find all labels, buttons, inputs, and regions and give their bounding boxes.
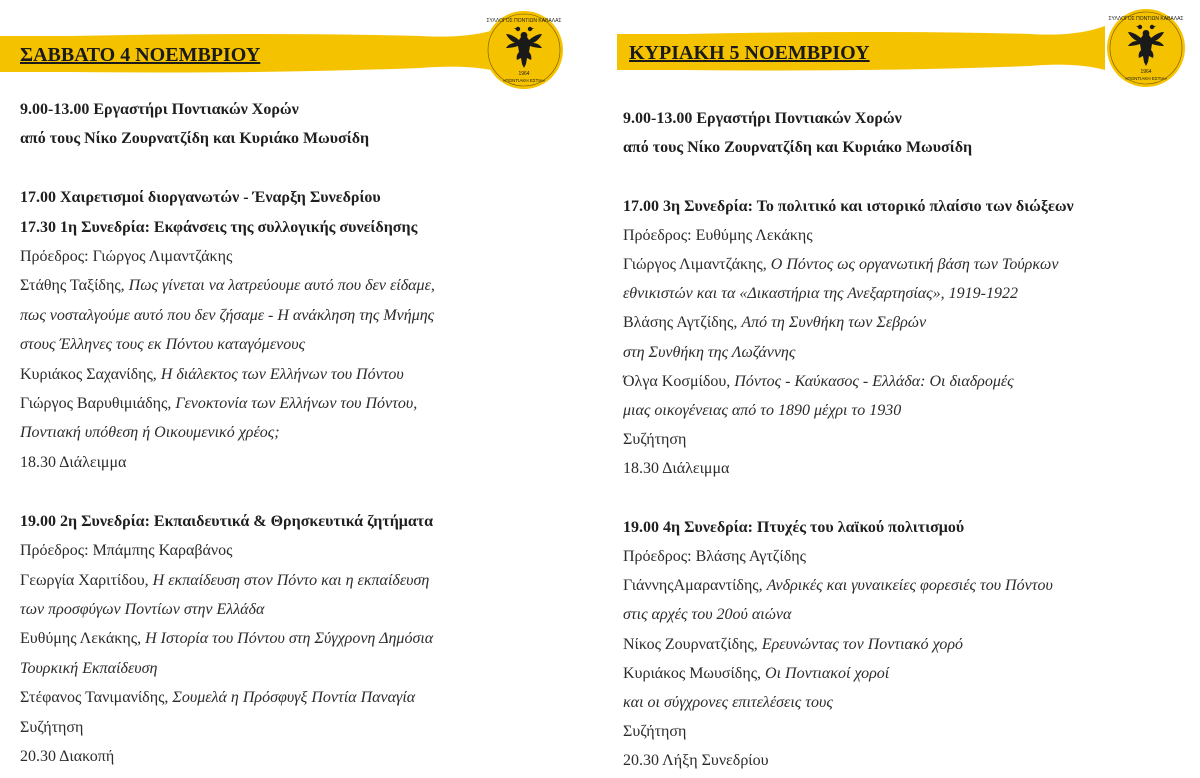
session-heading: 17.30 1η Συνεδρία: Εκφάνσεις της συλλογικής συνείδησης xyxy=(20,218,418,236)
day-column-sunday xyxy=(605,0,1200,778)
schedule-line xyxy=(623,571,1200,600)
schedule-line: Συζήτηση xyxy=(623,723,687,741)
talk-title: Πως γίνεται να λατρεύουμε αυτό που δεν είδαμε, xyxy=(128,277,435,295)
session-heading: 19.00 4η Συνεδρία: Πτυχές του λαϊκού πολιτισμού xyxy=(623,518,965,536)
talk-title: Πόντος - Καύκασος - Ελλάδα: Οι διαδρομές xyxy=(734,372,1014,390)
schedule-line xyxy=(20,624,590,653)
talk-title: Σουμελά η Πρόσφυγξ Ποντία Παναγία xyxy=(172,689,416,707)
schedule-line: Πρόεδρος: Μπάμπης Καραβάνος xyxy=(20,542,233,560)
speaker-name: Γιώργος Λιμαντζάκης, xyxy=(623,256,771,274)
speaker-name: ΓιάννηςΑμαραντίδης, xyxy=(623,577,767,595)
talk-title: στις αρχές του 20ού αιώνα xyxy=(623,606,792,624)
block-spacer xyxy=(623,162,1200,191)
day-title: ΚΥΡΙΑΚΗ 5 ΝΟΕΜΒΡΙΟΥ xyxy=(629,42,870,64)
talk-title: Η εκπαίδευση στον Πόντο και η εκπαίδευση xyxy=(152,571,430,589)
speaker-name: Όλγα Κοσμίδου, xyxy=(623,372,735,390)
talk-title: Οι Ποντιακοί χοροί xyxy=(765,664,890,682)
schedule-line xyxy=(20,654,590,683)
block-spacer xyxy=(20,477,590,506)
speaker-name: Γιώργος Βαρυθιμιάδης, xyxy=(20,395,176,413)
logo-bottom-text: «ΠΟΝΤΙΑΚΗ ΕΣΤΙΑ» xyxy=(502,78,546,83)
speaker-name: Κυριάκος Μωυσίδης, xyxy=(623,664,766,682)
schedule-line xyxy=(20,566,590,595)
day-banner xyxy=(0,6,590,96)
talk-title: Ανδρικές και γυναικείες φορεσιές του Πόντου xyxy=(766,577,1053,595)
schedule-line xyxy=(20,418,590,447)
schedule-line xyxy=(623,396,1200,425)
day-title: ΣΑΒΒΑΤΟ 4 ΝΟΕΜΒΡΙΟΥ xyxy=(20,44,261,66)
logo-bottom-text: «ΠΟΝΤΙΑΚΗ ΕΣΤΙΑ» xyxy=(1124,76,1168,81)
block-spacer xyxy=(20,154,590,183)
schedule-line xyxy=(20,683,590,712)
talk-title: εθνικιστών και τα «Δικαστήρια της Ανεξαρτησίας», 1919-1922 xyxy=(623,285,1018,303)
block-spacer xyxy=(623,484,1200,513)
schedule-line xyxy=(20,271,590,300)
schedule-line: 20.30 Λήξη Συνεδρίου xyxy=(623,752,769,770)
schedule-line: Συζήτηση xyxy=(20,718,84,736)
session-heading: 9.00-13.00 Εργαστήρι Ποντιακών Χορών xyxy=(20,101,299,118)
session-heading: 19.00 2η Συνεδρία: Εκπαιδευτικά & Θρησκευτικά ζητήματα xyxy=(20,512,434,530)
program-schedule xyxy=(623,104,1200,776)
session-heading: 17.00 3η Συνεδρία: Το πολιτικό και ιστορικό πλαίσιο των διώξεων xyxy=(623,197,1074,215)
speaker-name: Ευθύμης Λεκάκης, xyxy=(20,630,146,648)
speaker-name: Νίκος Ζουρνατζίδης, xyxy=(623,635,762,653)
schedule-line xyxy=(20,330,590,359)
talk-title: Τουρκική Εκπαίδευση xyxy=(20,659,158,677)
talk-title: Ερευνώντας τον Ποντιακό χορό xyxy=(761,635,964,653)
club-logo-icon xyxy=(1106,8,1186,88)
speaker-name: Γεωργία Χαριτίδου, xyxy=(20,571,153,589)
talk-title: μιας οικογένειας από το 1890 μέχρι το 1930 xyxy=(623,402,902,420)
talk-title: Από τη Συνθήκη των Σεβρών xyxy=(741,314,927,332)
schedule-line xyxy=(623,338,1200,367)
talk-title: Η Ιστορία του Πόντου στη Σύγχρονη Δημόσια xyxy=(145,630,434,648)
talk-title: των προσφύγων Ποντίων στην Ελλάδα xyxy=(20,600,265,618)
schedule-line xyxy=(623,279,1200,308)
schedule-line xyxy=(20,389,590,418)
logo-top-text: ΣΥΛΛΟΓΟΣ ΠΟΝΤΙΩΝ ΚΑΒΑΛΑΣ xyxy=(1108,16,1184,22)
schedule-line xyxy=(623,367,1200,396)
schedule-line: Πρόεδρος: Ευθύμης Λεκάκης xyxy=(623,226,813,244)
talk-title: Ο Πόντος ως οργανωτική βάση των Τούρκων xyxy=(770,256,1059,274)
talk-title: Η διάλεκτος των Ελλήνων του Πόντου xyxy=(160,365,404,383)
schedule-line xyxy=(623,308,1200,337)
speaker-name: Στάθης Ταξίδης, xyxy=(20,277,129,295)
schedule-line: 18.30 Διάλειμμα xyxy=(623,460,730,478)
schedule-line: 18.30 Διάλειμμα xyxy=(20,453,127,471)
talk-title: πως νοσταλγούμε αυτό που δεν ζήσαμε - Η ανάκληση της Μνήμης xyxy=(20,306,435,324)
schedule-line xyxy=(623,600,1200,629)
talk-title: στη Συνθήκη της Λωζάννης xyxy=(623,343,796,361)
schedule-line: 20.30 Διακοπή xyxy=(20,747,115,765)
schedule-line xyxy=(623,630,1200,659)
talk-title: Ποντιακή υπόθεση ή Οικουμενικό χρέος; xyxy=(20,424,280,442)
schedule-line xyxy=(623,688,1200,717)
club-logo-icon xyxy=(484,10,564,90)
talk-title: στους Έλληνες τους εκ Πόντου καταγόμενους xyxy=(20,336,306,354)
schedule-line: Συζήτηση xyxy=(623,431,687,449)
schedule-line xyxy=(623,250,1200,279)
day-column-saturday xyxy=(0,0,590,778)
program-schedule xyxy=(20,95,590,771)
session-heading: από τους Νίκο Ζουρνατζίδη και Κυριάκο Μωυσίδη xyxy=(623,139,973,157)
speaker-name: Στέφανος Τανιμανίδης, xyxy=(20,689,173,707)
schedule-line xyxy=(20,595,590,624)
schedule-line xyxy=(20,360,590,389)
speaker-name: Κυριάκος Σαχανίδης, xyxy=(20,365,161,383)
logo-year: 1964 xyxy=(1140,69,1152,75)
schedule-line xyxy=(623,659,1200,688)
logo-top-text: ΣΥΛΛΟΓΟΣ ΠΟΝΤΙΩΝ ΚΑΒΑΛΑΣ xyxy=(486,18,562,24)
session-heading: 17.00 Χαιρετισμοί διοργανωτών - Έναρξη Συνεδρίου xyxy=(20,189,381,207)
speaker-name: Βλάσης Αγτζίδης, xyxy=(623,314,742,332)
talk-title: και οι σύγχρονες επιτελέσεις τους xyxy=(623,694,833,712)
logo-year: 1964 xyxy=(518,71,530,77)
session-heading: 9.00-13.00 Εργαστήρι Ποντιακών Χορών xyxy=(623,110,902,127)
schedule-line: Πρόεδρος: Γιώργος Λιμαντζάκης xyxy=(20,248,233,266)
schedule-line: Πρόεδρος: Βλάσης Αγτζίδης xyxy=(623,548,806,566)
talk-title: Γενοκτονία των Ελλήνων του Πόντου, xyxy=(175,395,418,413)
schedule-line xyxy=(20,301,590,330)
day-banner xyxy=(605,6,1200,96)
session-heading: από τους Νίκο Ζουρνατζίδη και Κυριάκο Μωυσίδη xyxy=(20,130,370,148)
